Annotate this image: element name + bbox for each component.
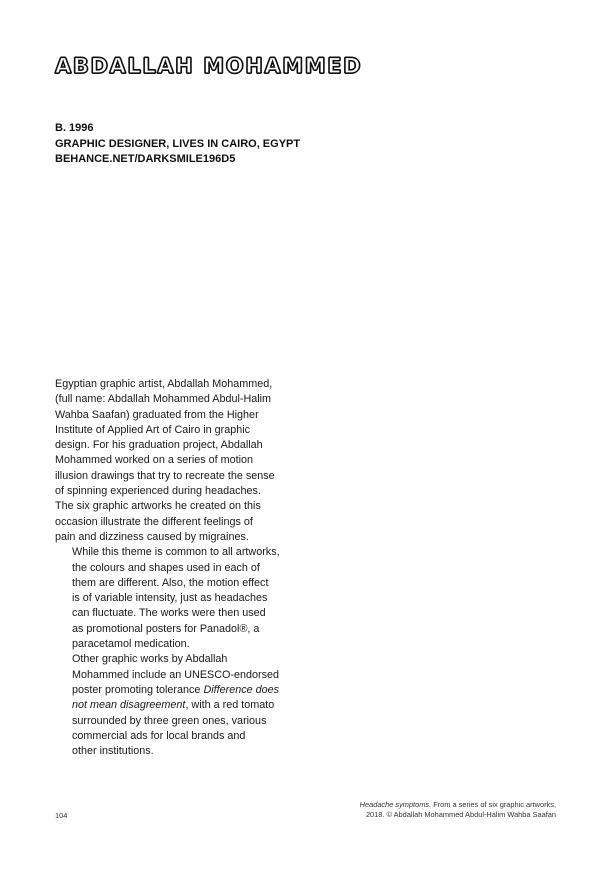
text-line: as promotional posters for Panadol®, a bbox=[72, 622, 260, 635]
text-line: Other graphic works by Abdallah bbox=[72, 653, 228, 666]
text-line: the colours and shapes used in each of bbox=[72, 561, 260, 574]
text-line: Institute of Applied Art of Cairo in graphic bbox=[55, 423, 251, 436]
text-line: The six graphic artworks he created on this bbox=[55, 500, 261, 513]
text-line-part: , with a red tomato bbox=[185, 699, 275, 712]
text-line: paracetamol medication. bbox=[72, 638, 190, 651]
text-line: of spinning experienced during headaches. bbox=[55, 485, 261, 498]
caption-line-1 bbox=[360, 800, 556, 810]
artwork-title: Difference does bbox=[203, 683, 280, 696]
text-line: Egyptian graphic artist, Abdallah Mohammed, bbox=[55, 378, 273, 390]
caption-description: From a series of six graphic artworks, bbox=[431, 800, 556, 809]
text-line: Mohammed include an UNESCO-endorsed bbox=[72, 668, 280, 681]
text-line: commercial ads for local brands and bbox=[72, 729, 246, 742]
text-line: pain and dizziness caused by migraines. bbox=[55, 530, 249, 543]
caption-line-2: 2018. © Abdallah Mohammed Abdul-Halim Wahba Saafan bbox=[365, 809, 556, 819]
text-line: (full name: Abdallah Mohammed Abdul-Halim bbox=[55, 393, 272, 406]
text-line: surrounded by three green ones, various bbox=[72, 714, 267, 727]
text-line-part: poster promoting tolerance bbox=[72, 683, 204, 696]
text-line: design. For his graduation project, Abdallah bbox=[55, 439, 263, 452]
text-line: illusion drawings that try to recreate the sense bbox=[55, 469, 275, 482]
occupation-location: GRAPHIC DESIGNER, LIVES IN CAIRO, EGYPT bbox=[55, 137, 301, 150]
text-line: can fluctuate. The works were then used bbox=[72, 607, 266, 620]
image-caption bbox=[360, 800, 556, 819]
artwork-title: not mean disagreement bbox=[72, 699, 186, 712]
text-line: Mohammed worked on a series of motion bbox=[55, 454, 254, 467]
birth-year: B. 1996 bbox=[55, 122, 94, 134]
text-line bbox=[55, 683, 309, 698]
text-line: While this theme is common to all artworks, bbox=[72, 546, 280, 559]
text-line: is of variable intensity, just as headaches bbox=[72, 592, 268, 605]
text-line: other institutions. bbox=[72, 745, 154, 758]
text-line: Wahba Saafan) graduated from the Higher bbox=[55, 408, 259, 421]
artist-info bbox=[55, 121, 300, 168]
page-number: 104 bbox=[55, 811, 68, 820]
website-link: BEHANCE.NET/DARKSMILE196D5 bbox=[55, 153, 236, 165]
artist-biography bbox=[55, 377, 309, 759]
artist-name-heading: ABDALLAH MOHAMMED bbox=[55, 54, 363, 78]
text-line: them are different. Also, the motion effect bbox=[72, 576, 269, 589]
biography-paragraph-2 bbox=[55, 545, 309, 652]
text-line bbox=[55, 698, 309, 713]
biography-paragraph-3 bbox=[55, 652, 309, 759]
caption-artwork-title: Headache symptoms. bbox=[359, 800, 432, 809]
biography-paragraph-1 bbox=[55, 377, 309, 545]
text-line: occasion illustrate the different feelings of bbox=[55, 515, 253, 528]
